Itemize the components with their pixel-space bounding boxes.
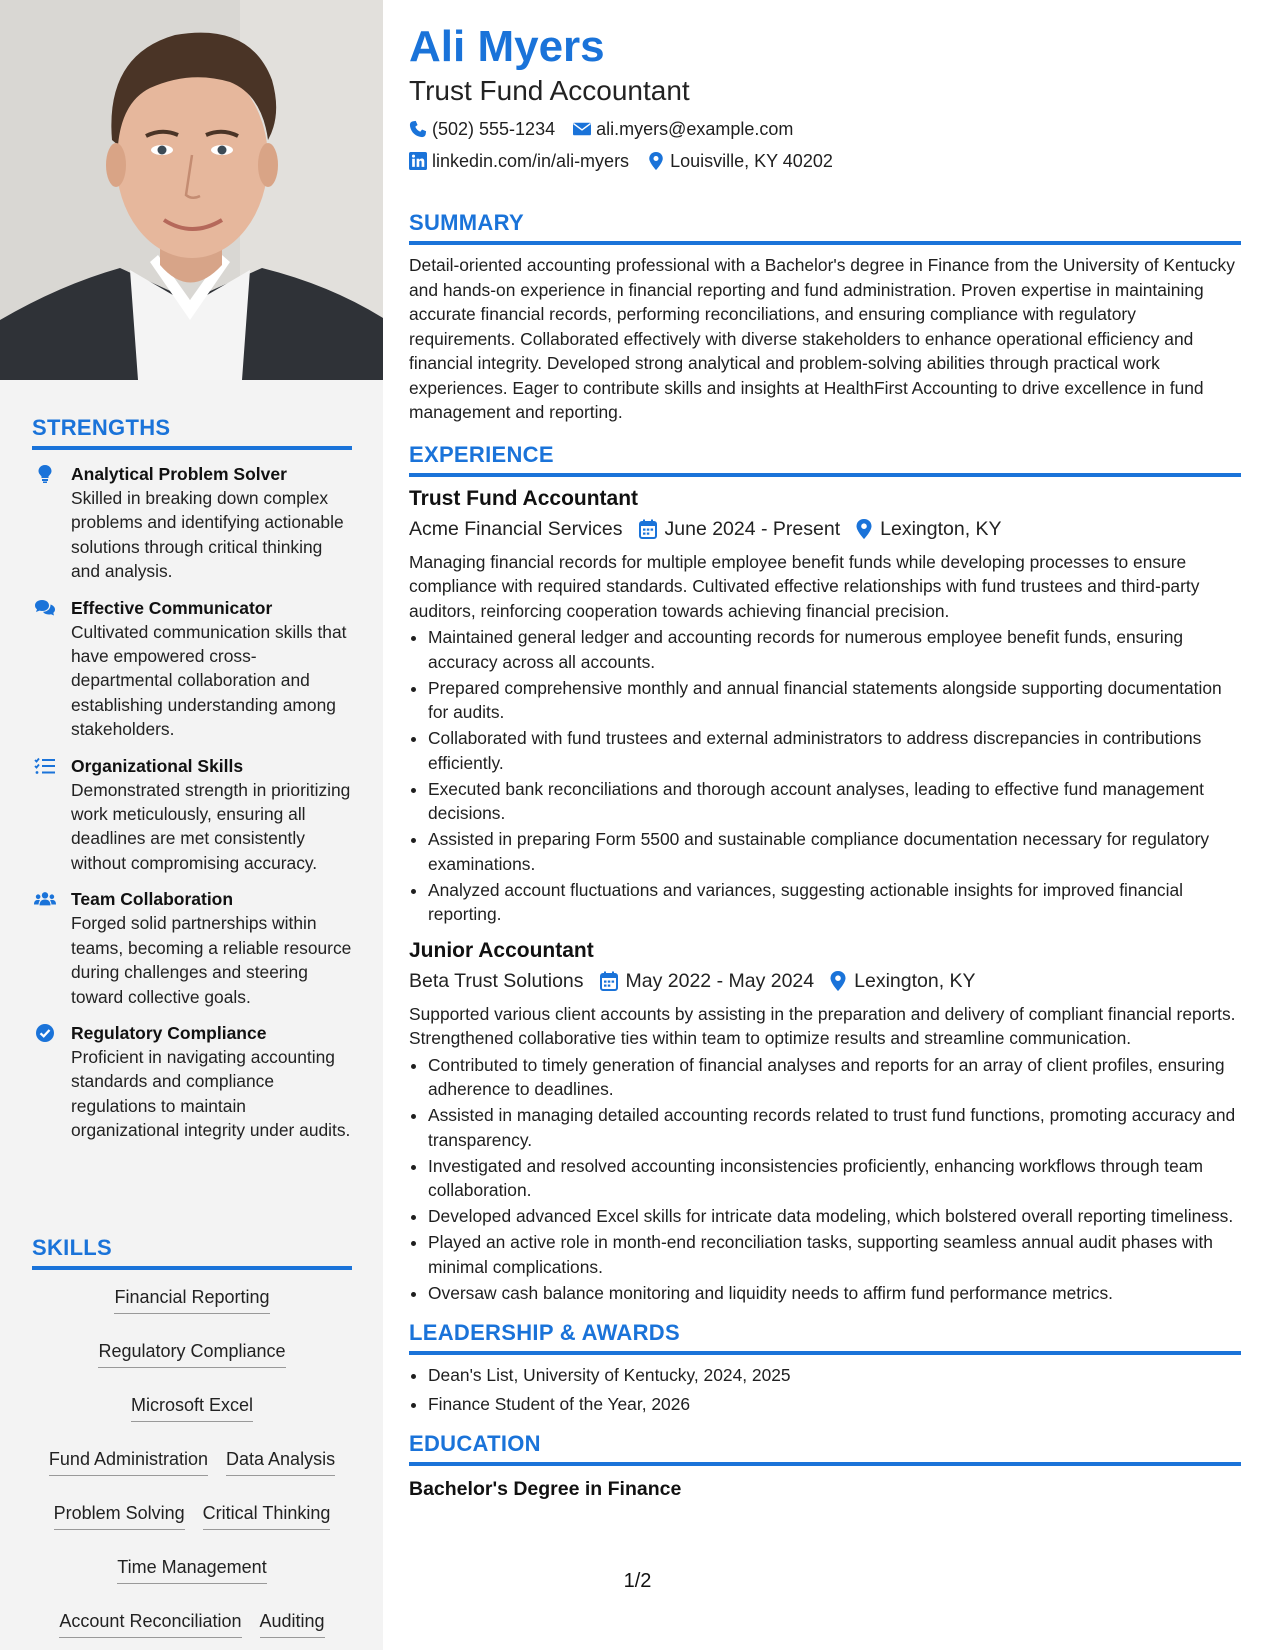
skills-title: SKILLS: [32, 1234, 352, 1270]
experience-section: [409, 441, 1241, 1306]
job-description: Supported various client accounts by assisting in the preparation and delivery of compliant financial reports. Strengthened collaborative ties within team to optimize results and streamline communication.: [409, 1003, 1236, 1048]
job-title: Trust Fund Accountant: [409, 486, 639, 510]
skill-tag: Auditing: [260, 1608, 325, 1638]
job-bullets: [409, 1053, 1241, 1306]
summary-title: SUMMARY: [409, 209, 1241, 245]
award-item: • Finance Student of the Year, 2026: [428, 1392, 1241, 1417]
map-pin-icon: [856, 519, 872, 539]
job-dates: May 2022 - May 2024: [625, 969, 815, 992]
skill-tag: Account Reconciliation: [59, 1608, 241, 1638]
list-check-icon: [34, 756, 56, 776]
job-bullet: • Assisted in preparing Form 5500 and sustainable compliance documentation necessary for regulatory examinations.: [428, 827, 1241, 876]
job-title: Junior Accountant: [409, 938, 594, 962]
linkedin-icon: [409, 152, 427, 170]
profile-photo: [0, 0, 383, 380]
job-bullet: • Executed bank reconciliations and thorough account analyses, leading to effective fund management decisions.: [428, 777, 1241, 826]
candidate-role: Trust Fund Accountant: [409, 75, 690, 106]
job-location: Lexington, KY: [880, 517, 1002, 540]
location-contact: [647, 151, 833, 172]
phone-text: (502) 555-1234: [432, 118, 556, 139]
job-bullet: • Oversaw cash balance monitoring and liquidity needs to affirm fund performance metrics.: [428, 1281, 1241, 1306]
strengths-section: [32, 414, 352, 1155]
contact-row: [409, 116, 1241, 142]
strength-item: [32, 462, 352, 584]
phone-contact[interactable]: [409, 119, 555, 140]
degree-title: Bachelor's Degree in Finance: [409, 1478, 682, 1500]
experience-title: EXPERIENCE: [409, 441, 1241, 477]
leadership-title: LEADERSHIP & AWARDS: [409, 1319, 1241, 1355]
job-bullet: • Maintained general ledger and accounting records for numerous employee benefit funds, ensuring accuracy across all accounts.: [428, 625, 1241, 674]
calendar-icon: [600, 971, 618, 991]
strength-item: [32, 754, 352, 876]
contact-row-2: [409, 148, 1241, 174]
linkedin-contact[interactable]: [409, 151, 629, 172]
job-dates: June 2024 - Present: [664, 517, 841, 540]
job-bullet: • Prepared comprehensive monthly and annual financial statements alongside supporting documentation for audits.: [428, 676, 1241, 725]
skill-tag: Regulatory Compliance: [98, 1338, 285, 1368]
strength-title: Effective Communicator: [71, 597, 273, 618]
job-entry: [409, 485, 1241, 927]
skill-tag: Problem Solving: [54, 1500, 185, 1530]
comments-icon: [34, 598, 56, 618]
job-bullet: • Contributed to timely generation of financial analyses and reports for an array of client profiles, ensuring adherence to deadlines.: [428, 1053, 1241, 1102]
education-title: EDUCATION: [409, 1430, 1241, 1466]
location-text: Louisville, KY 40202: [670, 150, 833, 171]
strengths-list: [32, 462, 352, 1143]
skill-tag: Fund Administration: [49, 1446, 208, 1476]
job-bullet: • Analyzed account fluctuations and variances, suggesting actionable insights for improved financial reporting.: [428, 878, 1241, 927]
job-bullet: • Developed advanced Excel skills for intricate data modeling, which bolstered overall reporting timeliness.: [428, 1204, 1241, 1229]
strength-description: Proficient in navigating accounting standards and compliance regulations to maintain organizational integrity under audits.: [71, 1046, 351, 1141]
email-contact[interactable]: [573, 119, 793, 140]
strength-item: [32, 1021, 352, 1143]
email-text: ali.myers@example.com: [596, 118, 794, 139]
strength-title: Regulatory Compliance: [71, 1022, 267, 1043]
award-item: • Dean's List, University of Kentucky, 2024, 2025: [428, 1363, 1241, 1388]
leadership-section: [409, 1319, 1241, 1416]
strength-title: Organizational Skills: [71, 755, 244, 776]
skill-tag: Data Analysis: [226, 1446, 335, 1476]
skill-tag: Microsoft Excel: [131, 1392, 253, 1422]
skill-tag: Time Management: [117, 1554, 266, 1584]
strength-title: Team Collaboration: [71, 889, 234, 910]
main-content: [409, 20, 1241, 1502]
strength-item: [32, 596, 352, 742]
page-number: 1/2: [623, 1570, 652, 1592]
phone-icon: [409, 120, 427, 138]
job-company: Acme Financial Services: [409, 517, 623, 540]
skill-tag: Critical Thinking: [203, 1500, 331, 1530]
calendar-icon: [639, 519, 657, 539]
users-icon: [34, 889, 56, 909]
job-bullet: • Assisted in managing detailed accounting records related to trust fund functions, promoting accuracy and transparency.: [428, 1103, 1241, 1152]
skill-tag: Financial Reporting: [114, 1284, 269, 1314]
linkedin-text: linkedin.com/in/ali-myers: [432, 150, 630, 171]
job-company: Beta Trust Solutions: [409, 969, 584, 992]
job-entry: [409, 937, 1241, 1306]
education-section: [409, 1430, 1241, 1502]
strength-description: Skilled in breaking down complex problems and identifying actionable solutions through critical thinking and analysis.: [71, 488, 344, 582]
candidate-name: Ali Myers: [409, 22, 605, 71]
strength-description: Demonstrated strength in prioritizing work meticulously, ensuring all deadlines are met consistently without compromising accuracy.: [71, 779, 351, 873]
job-bullet: • Collaborated with fund trustees and external administrators to address discrepancies in contributions efficiently.: [428, 726, 1241, 775]
job-bullet: • Investigated and resolved accounting inconsistencies proficiently, enhancing workflows through team collaboration.: [428, 1154, 1241, 1203]
summary-section: [409, 209, 1241, 425]
summary-text: Detail-oriented accounting professional with a Bachelor's degree in Finance from the University of Kentucky and hands-on experience in financial reporting and fund administration. Proven expertise in maintaining accurate financial records, performing reconciliations, and ensuring compliance with regulatory requirements. Collaborated effectively with diverse stakeholders to enhance operational efficiency and financial integrity. Developed strong analytical and problem-solving abilities through practical work experiences. Eager to contribute skills and insights at HealthFirst Accounting to drive excellence in fund management and reporting.: [409, 255, 1235, 422]
envelope-icon: [573, 120, 591, 138]
map-pin-icon: [647, 152, 665, 170]
strength-description: Cultivated communication skills that have empowered cross-departmental collaboration and establishing understanding among stakeholders.: [71, 621, 347, 740]
job-description: Managing financial records for multiple employee benefit funds while developing processes to ensure compliance with required standards. Cultivated effective relationships with fund trustees and third-party auditors, reinforcing cooperation towards achieving financial precision.: [409, 551, 1200, 621]
job-meta: [409, 515, 1241, 543]
leadership-list: [409, 1363, 1241, 1416]
job-location: Lexington, KY: [854, 969, 976, 992]
map-pin-icon: [830, 971, 846, 991]
job-bullet: • Played an active role in month-end reconciliation tasks, supporting seamless annual audit phases with minimal complications.: [428, 1230, 1241, 1279]
job-bullets: [409, 625, 1241, 927]
sidebar: [0, 0, 383, 1650]
check-circle-icon: [34, 1023, 56, 1043]
strength-title: Analytical Problem Solver: [71, 464, 287, 484]
strength-item: [32, 887, 352, 1009]
strength-description: Forged solid partnerships within teams, becoming a reliable resource during challenges and steering toward collective goals.: [71, 913, 352, 1007]
lightbulb-icon: [34, 464, 56, 484]
strengths-title: STRENGTHS: [32, 414, 352, 450]
job-meta: [409, 967, 1241, 995]
